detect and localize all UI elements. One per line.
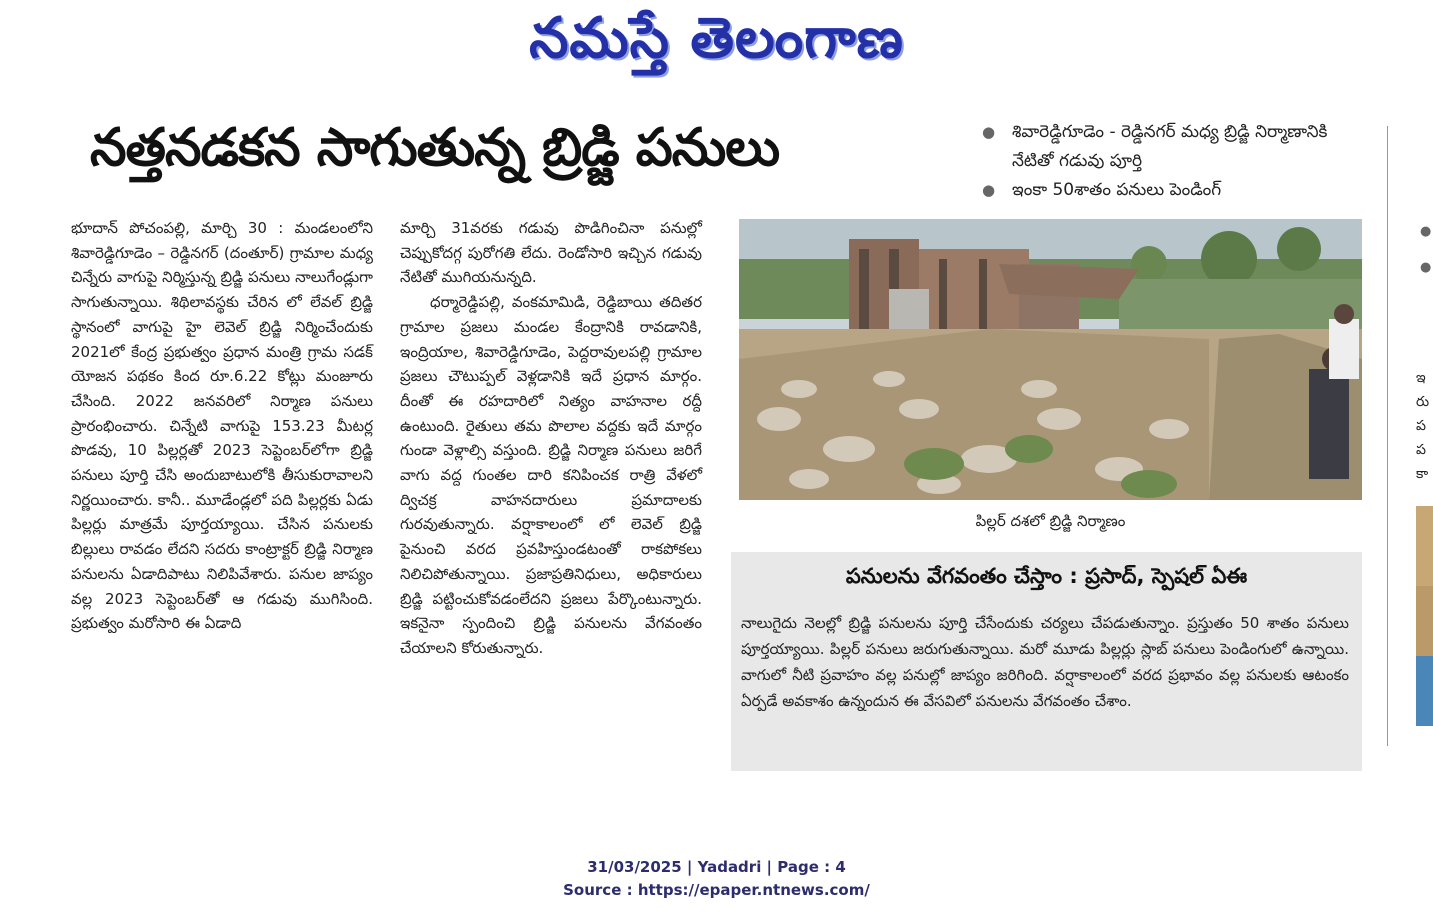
masthead-logo: నమస్తే తెలంగాణ <box>529 6 904 71</box>
bullet-text: శివారెడ్డిగూడెం - రెడ్డినగర్ మధ్య బ్రిడ్జి నిర్మాణానికి నేటితో గడువు పూర్తి <box>1012 122 1328 171</box>
footer-dateline: 31/03/2025 | Yadadri | Page : 4 <box>587 858 846 876</box>
adjacent-photo <box>1416 506 1433 726</box>
footer-source: Source : https://epaper.ntnews.com/ <box>563 881 870 899</box>
bullet-item <box>982 118 1342 176</box>
box-body: నాలుగైదు నెలల్లో బ్రిడ్జి పనులను పూర్తి చేసేందుకు చర్యలు చేపడుతున్నాం. ప్రస్తుతం 50 శాతం పనులు పూర్తయ్యాయి. పిల్లర్ పనులు జరుగుతున్నాయి. మరో మూడు పిల్లర్లు స్లాబ్ పనులు పెండింగులో ఉన్నాయి. వాగులో నీటి ప్రవాహం వల్ల పనుల్లో జాప్యం జరిగింది. వర్షాకాలంలో వరద ప్రభావం వల్ల పనులకు ఆటంకం ఏర్పడే అవకాశం ఉన్నందున ఈ వేసవిలో పనులను వేగవంతం చేశాం. <box>741 614 1349 710</box>
bullet-item <box>982 176 1342 205</box>
bullet-text: ఇంకా 50శాతం పనులు పెండింగ్ <box>1012 180 1222 200</box>
article-paragraph: మార్చి 31వరకు గడువు పొడిగించినా పనుల్లో చెప్పుకోదగ్గ పురోగతి లేదు. రెండోసారి ఇచ్చిన గడువు నేటితో ముగియనున్నది. <box>400 219 702 287</box>
column-divider <box>1387 126 1388 746</box>
bullet-icon: ● <box>982 181 996 199</box>
adjacent-bullet-icon: ● <box>1420 224 1432 239</box>
summary-bullets <box>982 118 1342 205</box>
adjacent-article-text: ఇ రు ప ప కా <box>1416 370 1430 482</box>
article-column-1: భూదాన్ పోచంపల్లి, మార్చి 30 : మండలంలోని శివారెడ్డిగూడెం – రెడ్డినగర్ (దంతూర్) గ్రామాల మధ్య చిన్నేరు వాగుపై నిర్మిస్తున్న బ్రిడ్జి పనులు నాలుగేండ్లుగా సాగుతున్నాయి. శిథిలావస్థకు చేరిన లో లేవల్ బ్రిడ్జి స్థానంలో వాగుపై హై లెవెల్ బ్రిడ్జి నిర్మించేందుకు 2021లో కేంద్ర ప్రభుత్వం ప్రధాన మంత్రి గ్రామ సడక్ యోజన పథకం కింద రూ.6.22 కోట్లు మంజూరు చేసింది. 2022 జనవరిలో నిర్మాణ పనులు ప్రారంభించారు. చిన్నేటి వాగుపై 153.23 మీటర్ల పొడవు, 10 పిల్లర్లతో 2023 సెప్టెంబర్‌లోగా బ్రిడ్జి పనులు పూర్తి చేసి అందుబాటులోకి తీసుకురావాలని నిర్ణయించారు. కానీ.. మూడేండ్లలో పది పిల్లర్లకు ఏడు పిల్లర్లు మాత్రమే పూర్తయ్యాయి. చేసిన పనులకు బిల్లులు రావడం లేదని సదరు కాంట్రాక్టర్ బ్రిడ్జి నిర్మాణ పనులను ఏడాదిపాటు నిలిపివేశారు. పనుల జాప్యం వల్ల 2023 సెప్టెంబర్‌తో ఆ గడువు ముగిసింది. ప్రభుత్వం మరోసారి ఈ ఏడాది <box>71 219 373 633</box>
adjacent-bullet-icon: ● <box>1420 260 1432 275</box>
article-column-2 <box>400 216 702 661</box>
article-paragraph: ధర్మారెడ్డిపల్లి, వంకమామిడి, రెడ్డిబాయి తదితర గ్రామాల ప్రజలు మండల కేంద్రానికి రావడానికి, ఇంద్రియాల, శివారెడ్డిగూడెం, పెద్దరావులపల్లి గ్రామాల ప్రజలు చౌటుప్పల్ వెళ్లడానికి ఇదే ప్రధాన మార్గం. దీంతో ఈ రహదారిలో నిత్యం వాహనాల రద్దీ ఉంటుంది. రైతులు తమ పొలాల వద్దకు ఇదే మార్గం గుండా వెళ్లాల్సి వస్తుంది. బ్రిడ్జి నిర్మాణ పనులు జరిగే వాగు వద్ద గుంతల దారి కనిపించక రాత్రి వేళలో ద్విచక్ర వాహనదారులు ప్రమాదాలకు గురవుతున్నారు. వర్షాకాలంలో లో లెవెల్ బ్రిడ్జి పైనుంచి వరద ప్రవహిస్తుండటంతో రాకపోకలు నిలిచిపోతున్నాయి. ప్రజాప్రతినిధులు, అధికారులు బ్రిడ్జి పట్టించుకోవడంలేదని ప్రజలు పేర్కొంటున్నారు. ఇకనైనా స్పందించి బ్రిడ్జి పనులను వేగవంతం చేయాలని కోరుతున్నారు. <box>400 293 702 657</box>
box-title: పనులను వేగవంతం చేస్తాం : ప్రసాద్, స్పెషల్ ఏఈ <box>845 564 1248 588</box>
bridge-construction-image <box>739 219 1362 500</box>
bullet-icon: ● <box>982 123 996 141</box>
headline: నత్తనడకన సాగుతున్న బ్రిడ్జి పనులు <box>90 118 780 178</box>
bridge-photo <box>739 219 1362 500</box>
photo-caption: పిల్లర్ దశలో బ్రిడ్జి నిర్మాణం <box>975 512 1126 530</box>
official-statement-box <box>731 552 1362 771</box>
